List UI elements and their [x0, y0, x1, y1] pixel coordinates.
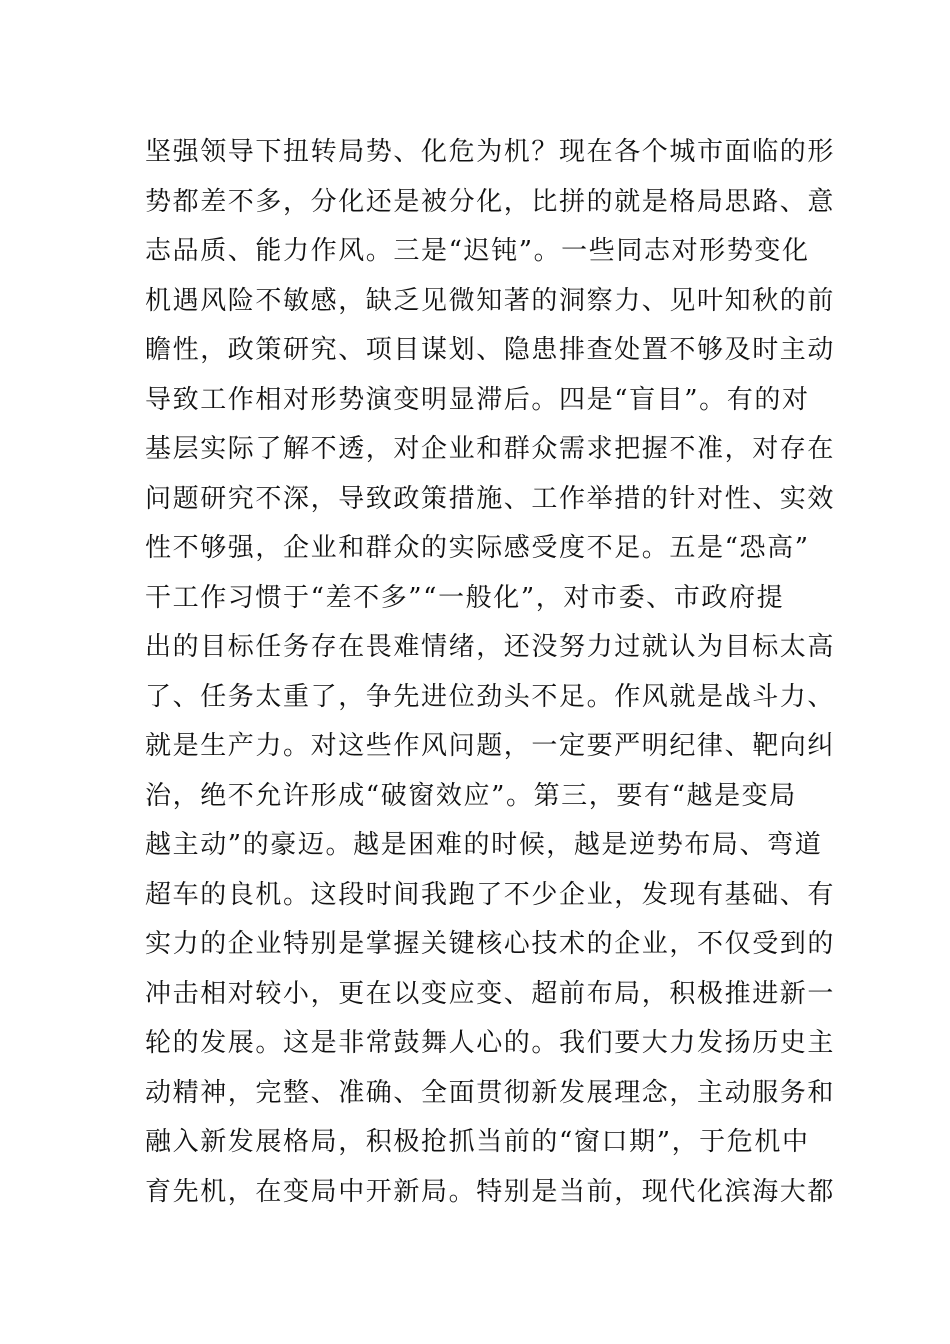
- text-line: 实力的企业特别是掌握关键核心技术的企业，不仅受到的: [145, 929, 836, 959]
- text-line: 导致工作相对形势演变明显滞后。四是“盲目”。有的对: [145, 384, 810, 415]
- text-line: 越主动”的豪迈。越是困难的时候，越是逆势布局、弯道: [145, 830, 823, 860]
- text-line: 了、任务太重了，争先进位劲头不足。作风就是战斗力、: [145, 681, 836, 712]
- text-line: 机遇风险不敏感，缺乏见微知著的洞察力、见叶知秋的前: [145, 285, 836, 316]
- text-line: 基层实际了解不透，对企业和群众需求把握不准，对存在: [145, 434, 836, 464]
- text-line: 超车的良机。这段时间我跑了不少企业，发现有基础、有: [145, 879, 836, 910]
- text-line: 干工作习惯于“差不多”“一般化”，对市委、市政府提: [145, 582, 785, 613]
- text-line: 瞻性，政策研究、项目谋划、隐患排查处置不够及时主动: [145, 335, 836, 365]
- text-line: 势都差不多，分化还是被分化，比拼的就是格局思路、意: [145, 186, 836, 217]
- text-line: 育先机，在变局中开新局。特别是当前，现代化滨海大都: [145, 1176, 836, 1207]
- text-line: 性不够强，企业和群众的实际感受度不足。五是“恐高”: [145, 533, 810, 563]
- text-line: 轮的发展。这是非常鼓舞人心的。我们要大力发扬历史主: [145, 1028, 836, 1058]
- text-line: 冲击相对较小，更在以变应变、超前布局，积极推进新一: [145, 978, 836, 1009]
- text-line: 问题研究不深，导致政策措施、工作举措的针对性、实效: [145, 483, 836, 514]
- text-line: 动精神，完整、准确、全面贯彻新发展理念，主动服务和: [145, 1077, 836, 1108]
- text-line: 就是生产力。对这些作风问题，一定要严明纪律、靶向纠: [145, 731, 836, 761]
- text-line: 融入新发展格局，积极抢抓当前的“窗口期”，于危机中: [145, 1127, 810, 1157]
- text-line: 坚强领导下扭转局势、化危为机？现在各个城市面临的形: [145, 137, 836, 167]
- body-text: [145, 128, 836, 1217]
- text-line: 志品质、能力作风。三是“迟钝”。一些同志对形势变化: [145, 236, 810, 266]
- text-line: 治，绝不允许形成“破窗效应”。第三，要有“越是变局: [145, 780, 797, 811]
- text-line: 出的目标任务存在畏难情绪，还没努力过就认为目标太高: [145, 632, 836, 662]
